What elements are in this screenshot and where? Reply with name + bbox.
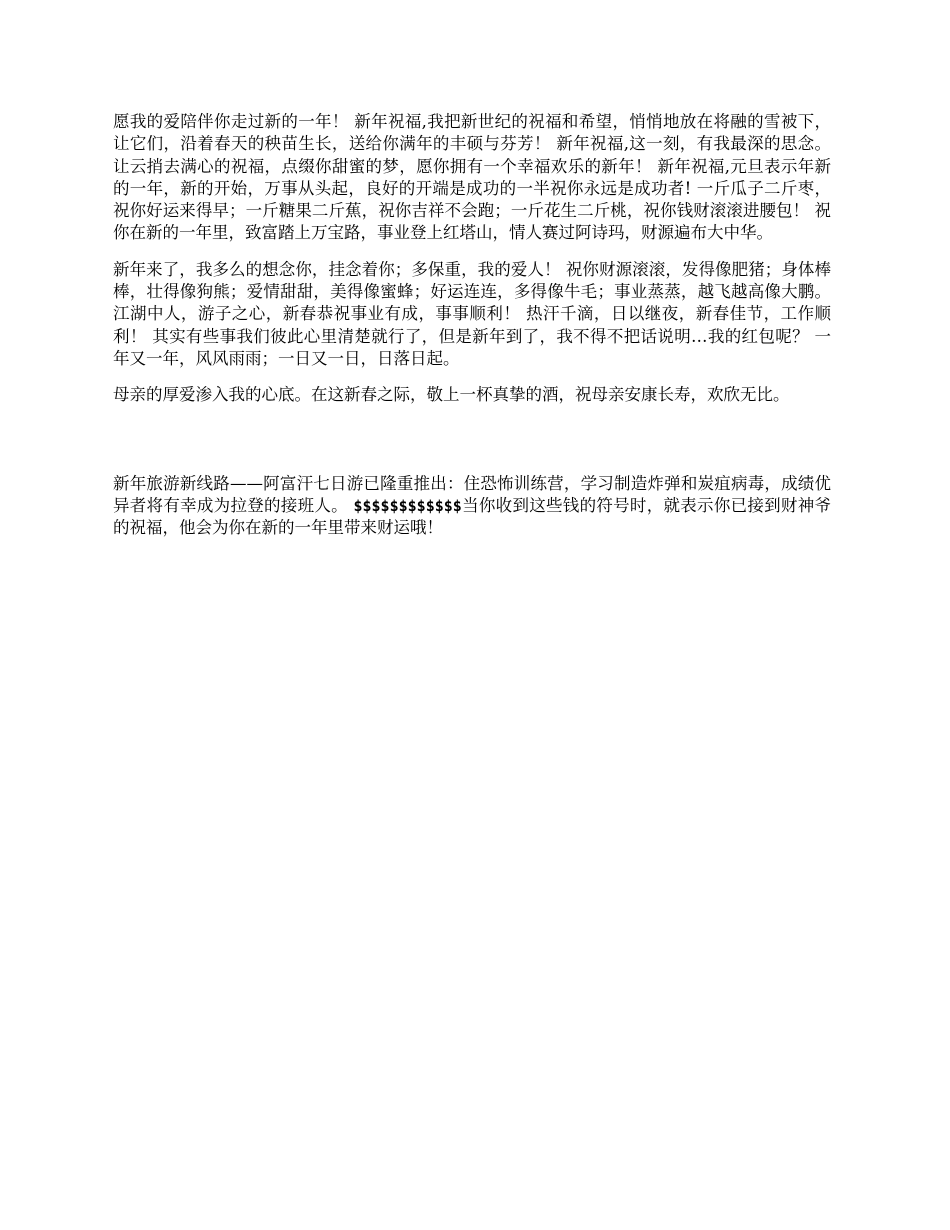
document-body — [113, 111, 831, 553]
dollar-signs: $$$$$$$$$$$$ — [353, 496, 462, 515]
paragraph-travel-joke — [113, 473, 831, 540]
paragraph-missing-you: 新年来了，我多么的想念你，挂念着你；多保重，我的爱人！ 祝你财源滚滚，发得像肥猪；身体棒棒，壮得像狗熊；爱情甜甜，美得像蜜蜂；好运连连，多得像牛毛；事业蒸蒸，越飞越高像大鹏。 江湖中人，游子之心，新春恭祝事业有成，事事顺利！ 热汗千滴，日以继夜，新春佳节，工作顺利！ 其实有些事我们彼此心里清楚就行了，但是新年到了，我不得不把话说明…我的红包呢？ 一年又一年，风风雨雨；一日又一日，日落日起。 — [113, 259, 831, 368]
fortune-blessing-text: 当你收到这些钱的符号时，就表示你已接到财神爷的祝福，他会为你在新的一年里带来财运哦！ — [113, 495, 831, 538]
paragraph-new-year-wishes: 愿我的爱陪伴你走过新的一年！ 新年祝福,我把新世纪的祝福和希望，悄悄地放在将融的雪被下，让它们，沿着春天的秧苗生长，送给你满年的丰硕与芬芳！ 新年祝福,这一刻，有我最深的思念。让云捎去满心的祝福，点缀你甜蜜的梦，愿你拥有一个幸福欢乐的新年！ 新年祝福,元旦表示年新的一年，新的开始，万事从头起，良好的开端是成功的一半祝你永远是成功者! 一斤瓜子二斤枣，祝你好运来得早；一斤糖果二斤蕉，祝你吉祥不会跑；一斤花生二斤桃，祝你钱财滚滚进腰包！ 祝你在新的一年里，致富踏上万宝路，事业登上红塔山，情人赛过阿诗玛，财源遍布大中华。 — [113, 112, 831, 243]
paragraph-mother: 母亲的厚爱渗入我的心底。在这新春之际，敬上一杯真挚的酒，祝母亲安康长寿，欢欣无比。 — [113, 385, 790, 405]
travel-joke-text: 新年旅游新线路——阿富汗七日游已隆重推出：住恐怖训练营，学习制造炸弹和炭疽病毒，成绩优异者将有幸成为拉登的接班人。 — [113, 473, 831, 515]
